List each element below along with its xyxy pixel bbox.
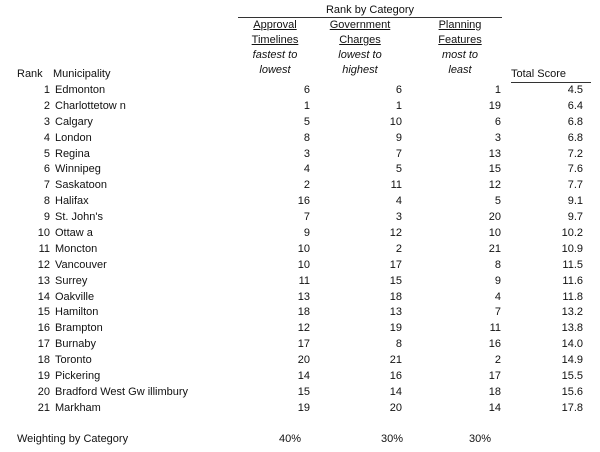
rank-cell: 10	[37, 227, 50, 240]
charges-header-line1: Government	[329, 19, 391, 31]
municipality-cell: Regina	[55, 147, 90, 160]
approval-cell: 14	[297, 370, 310, 383]
charges-cell: 8	[395, 338, 402, 351]
planning-header-line2: Features	[438, 34, 482, 46]
total-score-cell: 6.8	[567, 131, 583, 144]
total-score-cell: 9.1	[567, 195, 583, 208]
total-score-cell: 7.6	[567, 163, 583, 176]
charges-cell: 9	[395, 131, 402, 144]
rank-header: Rank	[17, 68, 43, 80]
planning-cell: 2	[494, 354, 501, 367]
rank-cell: 14	[37, 290, 50, 303]
planning-cell: 4	[494, 290, 501, 303]
table-row	[0, 194, 600, 210]
approval-cell: 5	[303, 115, 310, 128]
table-row	[0, 274, 600, 290]
planning-header-line1: Planning	[438, 19, 482, 31]
total-score-cell: 17.8	[561, 401, 583, 414]
municipality-cell: Burnaby	[55, 338, 96, 351]
rank-cell: 6	[43, 163, 50, 176]
charges-cell: 17	[389, 258, 402, 271]
approval-cell: 6	[303, 84, 310, 96]
table-row	[0, 131, 600, 147]
planning-cell: 14	[488, 401, 501, 414]
charges-cell: 11	[390, 179, 402, 192]
approval-cell: 17	[297, 338, 310, 351]
planning-cell: 16	[488, 338, 501, 351]
table-row	[0, 385, 600, 401]
charges-cell: 15	[389, 274, 402, 287]
table-row	[0, 115, 600, 131]
total-score-cell: 6.4	[567, 99, 583, 112]
table-row	[0, 305, 600, 321]
planning-cell: 10	[488, 227, 501, 240]
rank-cell: 3	[43, 115, 50, 128]
approval-cell: 15	[297, 385, 310, 398]
table-row	[0, 162, 600, 178]
total-score-cell: 10.9	[561, 242, 583, 255]
rank-cell: 1	[43, 84, 50, 96]
charges-cell: 13	[389, 306, 402, 319]
charges-cell: 18	[389, 290, 402, 303]
rank-cell: 11	[38, 242, 50, 255]
approval-cell: 11	[298, 274, 310, 287]
approval-cell: 7	[303, 211, 310, 224]
total-score-cell: 11.6	[562, 274, 583, 287]
approval-header-line2: Timelines	[251, 34, 299, 46]
planning-cell: 5	[494, 195, 501, 208]
approval-header-sub2: lowest	[259, 64, 291, 76]
approval-cell: 9	[303, 227, 310, 240]
total-score-cell: 14.9	[561, 354, 583, 367]
total-score-cell: 14.0	[561, 338, 583, 351]
total-score-cell: 4.5	[567, 84, 583, 96]
planning-header	[418, 18, 502, 78]
charges-cell: 2	[395, 242, 402, 255]
weighting-row	[0, 432, 600, 447]
planning-cell: 8	[494, 258, 501, 271]
charges-cell: 20	[389, 401, 402, 414]
municipality-cell: Bradford West Gw illimbury	[55, 385, 189, 398]
municipality-header: Municipality	[53, 68, 111, 80]
charges-cell: 21	[389, 354, 402, 367]
charges-header	[318, 18, 402, 78]
table-row	[0, 242, 600, 258]
total-score-cell: 7.2	[567, 147, 583, 160]
planning-cell: 9	[494, 274, 501, 287]
total-score-cell: 11.8	[562, 290, 583, 303]
planning-cell: 18	[488, 385, 501, 398]
table-row	[0, 258, 600, 274]
approval-cell: 8	[303, 131, 310, 144]
planning-cell: 6	[494, 115, 501, 128]
municipality-cell: Oakville	[55, 290, 95, 303]
approval-cell: 2	[303, 179, 310, 192]
rank-cell: 16	[37, 322, 50, 335]
approval-cell: 10	[297, 242, 310, 255]
planning-cell: 1	[494, 84, 501, 96]
approval-header-line1: Approval	[253, 19, 297, 31]
charges-cell: 5	[395, 163, 402, 176]
charges-cell: 4	[395, 195, 402, 208]
municipality-cell: Vancouver	[55, 258, 107, 271]
table-row	[0, 178, 600, 194]
planning-cell: 19	[488, 99, 501, 112]
table-row	[0, 369, 600, 385]
table-row	[0, 99, 600, 115]
total-score-cell: 11.5	[562, 258, 583, 271]
total-score-cell: 13.2	[561, 306, 583, 319]
weighting-approval: 40%	[278, 433, 302, 445]
rank-cell: 13	[37, 274, 50, 287]
approval-cell: 13	[297, 290, 310, 303]
approval-header	[240, 18, 310, 78]
municipality-cell: Charlottetow n	[55, 99, 126, 112]
planning-cell: 3	[494, 131, 501, 144]
table-row	[0, 290, 600, 306]
approval-cell: 1	[303, 99, 310, 112]
weighting-planning: 30%	[468, 433, 492, 445]
charges-header-line2: Charges	[339, 34, 381, 46]
planning-header-sub1: most to	[441, 49, 479, 61]
approval-cell: 4	[303, 163, 310, 176]
rank-cell: 5	[43, 147, 50, 160]
total-score-cell: 9.7	[567, 211, 583, 224]
approval-cell: 12	[297, 322, 310, 335]
approval-cell: 18	[297, 306, 310, 319]
municipality-cell: Calgary	[55, 115, 93, 128]
rank-cell: 19	[37, 370, 50, 383]
rank-cell: 20	[37, 385, 50, 398]
municipality-cell: Ottaw a	[55, 227, 93, 240]
rank-cell: 12	[37, 258, 50, 271]
weighting-charges: 30%	[380, 433, 404, 445]
approval-cell: 3	[303, 147, 310, 160]
municipality-cell: Halifax	[55, 195, 89, 208]
total-score-cell: 15.5	[561, 370, 583, 383]
charges-header-sub2: highest	[342, 64, 378, 76]
rank-cell: 2	[43, 99, 50, 112]
charges-cell: 1	[395, 99, 402, 112]
weighting-label: Weighting by Category	[17, 433, 129, 445]
planning-cell: 11	[489, 322, 501, 335]
charges-cell: 16	[389, 370, 402, 383]
table-row	[0, 226, 600, 242]
planning-cell: 20	[488, 211, 501, 224]
table-row	[0, 337, 600, 353]
total-score-cell: 6.8	[567, 115, 583, 128]
planning-cell: 13	[488, 147, 501, 160]
charges-cell: 19	[389, 322, 402, 335]
charges-cell: 7	[395, 147, 402, 160]
total-score-header: Total Score	[511, 68, 567, 80]
approval-cell: 10	[297, 258, 310, 271]
approval-cell: 20	[297, 354, 310, 367]
charges-cell: 10	[389, 115, 402, 128]
planning-cell: 17	[488, 370, 501, 383]
planning-cell: 15	[488, 163, 501, 176]
table-row	[0, 321, 600, 337]
rank-cell: 4	[43, 131, 50, 144]
approval-cell: 19	[297, 401, 310, 414]
charges-cell: 6	[395, 84, 402, 96]
municipality-cell: Surrey	[55, 274, 88, 287]
total-score-cell: 10.2	[561, 227, 583, 240]
rank-cell: 15	[37, 306, 50, 319]
table-row	[0, 83, 600, 99]
group-title: Rank by Category	[325, 4, 415, 16]
approval-header-sub1: fastest to	[252, 49, 298, 61]
municipality-cell: Edmonton	[55, 84, 106, 96]
planning-cell: 7	[494, 306, 501, 319]
charges-cell: 12	[389, 227, 402, 240]
municipality-cell: Pickering	[55, 370, 101, 383]
rank-cell: 7	[43, 179, 50, 192]
municipality-cell: Moncton	[55, 242, 98, 255]
municipality-cell: London	[55, 131, 92, 144]
municipality-cell: St. John's	[55, 211, 103, 224]
rank-cell: 18	[37, 354, 50, 367]
municipality-cell: Brampton	[55, 322, 103, 335]
table-row	[0, 353, 600, 369]
rank-cell: 17	[37, 338, 50, 351]
table-body	[0, 83, 600, 417]
rank-cell: 8	[43, 195, 50, 208]
table-row	[0, 401, 600, 417]
approval-cell: 16	[297, 195, 310, 208]
municipality-cell: Hamilton	[55, 306, 99, 319]
table-row	[0, 147, 600, 163]
municipality-cell: Toronto	[55, 354, 92, 367]
total-score-cell: 15.6	[561, 385, 583, 398]
charges-cell: 3	[395, 211, 402, 224]
planning-cell: 21	[488, 242, 501, 255]
total-score-cell: 13.8	[561, 322, 583, 335]
planning-header-sub2: least	[448, 64, 472, 76]
rank-cell: 21	[37, 401, 50, 414]
table-row	[0, 210, 600, 226]
municipality-cell: Saskatoon	[55, 179, 107, 192]
total-score-cell: 7.7	[567, 179, 583, 192]
rank-cell: 9	[43, 211, 50, 224]
charges-header-sub1: lowest to	[338, 49, 382, 61]
charges-cell: 14	[389, 385, 402, 398]
planning-cell: 12	[488, 179, 501, 192]
municipality-cell: Winnipeg	[55, 163, 101, 176]
municipality-cell: Markham	[55, 401, 101, 414]
